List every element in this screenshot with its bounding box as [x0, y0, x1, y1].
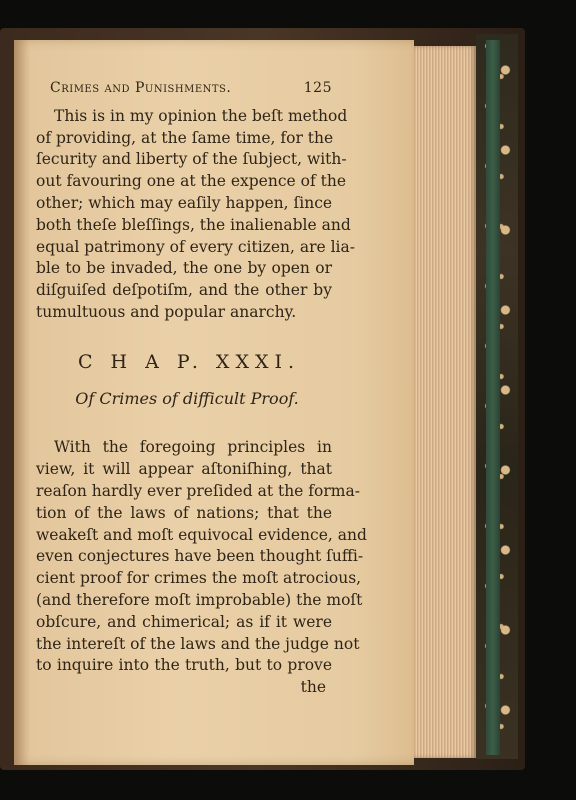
page-text — [36, 78, 367, 699]
chapter-heading: C H A P. XXXI. — [77, 350, 301, 373]
text-line: weakeſt and moſt equivocal evidence, and — [36, 525, 367, 544]
text-line: even conjectures have been thought ſuffi- — [36, 547, 364, 566]
page-number: 125 — [303, 80, 332, 96]
text-line: tion of the laws of nations; that the — [36, 503, 332, 522]
text-line: of providing, at the ſame time, for the — [36, 128, 334, 147]
text-line: the intereſt of the laws and the judge not — [36, 634, 360, 653]
paragraph-2 — [36, 437, 367, 677]
paragraph-1 — [36, 106, 355, 324]
running-head-title: Crimes and Punishments. — [50, 80, 232, 96]
page-edges — [410, 46, 476, 758]
text-line: out favouring one at the expence of the — [36, 172, 346, 191]
text-line: both theſe bleſſings, the inalienable and — [36, 215, 351, 234]
text-line: With the foregoing principles in — [54, 438, 332, 457]
chapter-title: Of Crimes of difficult Proof. — [75, 388, 299, 408]
text-line: ſecurity and liberty of the ſubject, with- — [36, 150, 347, 169]
catchword: the — [300, 678, 326, 697]
text-line: other; which may eaſily happen, ſince — [36, 193, 333, 212]
text-line: to inquire into the truth, but to prove — [36, 656, 332, 675]
text-line: view, it will appear aſtoniſhing, that — [36, 460, 332, 479]
text-line: (and therefore moſt improbable) the moſt — [36, 590, 363, 609]
text-line: diſguiſed deſpotiſm, and the other by — [36, 281, 332, 300]
text-line: cient proof for crimes the moſt atrocious, — [36, 569, 362, 588]
text-line: tumultuous and popular anarchy. — [36, 302, 297, 321]
text-line: reaſon hardly ever preſided at the forma- — [36, 481, 360, 500]
text-line: ble to be invaded, the one by open or — [36, 259, 332, 278]
text-line: This is in my opinion the beſt method — [54, 106, 348, 125]
running-head — [50, 78, 332, 100]
text-line: equal patrimony of every citizen, are lia- — [36, 237, 355, 256]
green-spine-edge — [486, 40, 500, 755]
text-line: obſcure, and chimerical; as if it were — [36, 612, 332, 631]
